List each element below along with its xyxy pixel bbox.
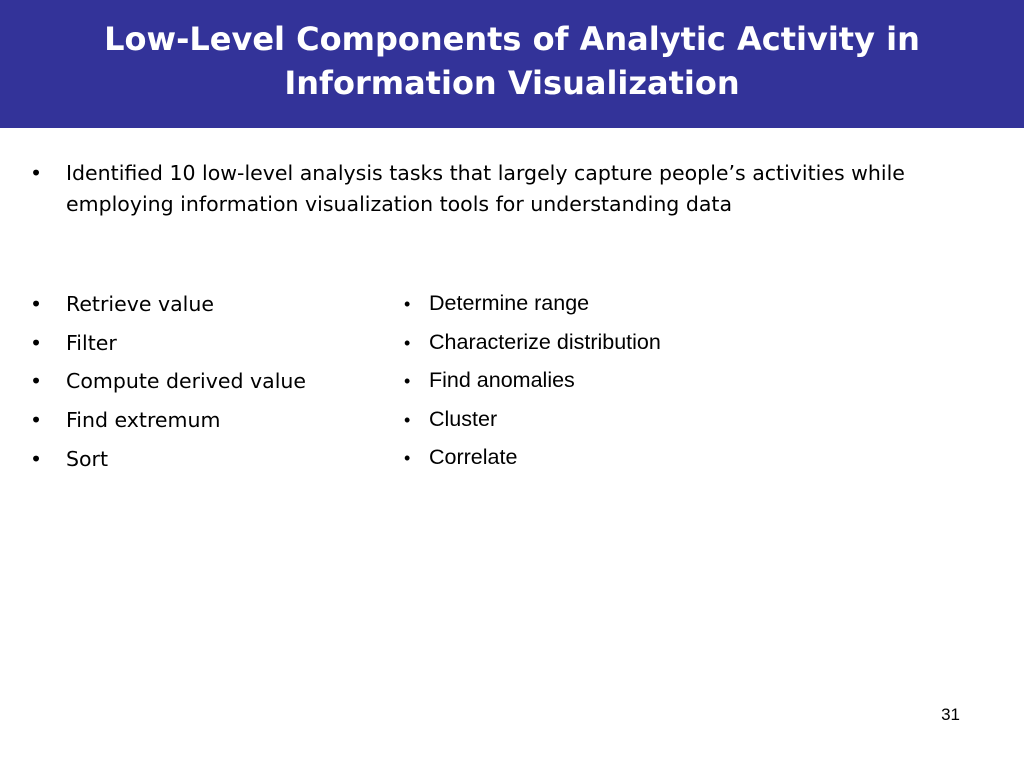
title-bar — [0, 0, 1024, 128]
bullet-icon: • — [404, 332, 411, 353]
intro-item — [30, 158, 990, 220]
page-number: 31 — [941, 705, 960, 724]
task-label: Sort — [66, 446, 109, 471]
task-item-compute-derived-value — [30, 365, 306, 404]
task-label: Determine range — [429, 291, 590, 315]
bullet-icon: • — [30, 408, 43, 433]
task-item-characterize-distribution — [404, 326, 661, 365]
task-item-sort — [30, 443, 306, 482]
task-list-left — [30, 288, 306, 481]
task-item-determine-range — [404, 287, 661, 326]
task-item-filter — [30, 327, 306, 366]
task-label: Characterize distribution — [429, 329, 661, 354]
bullet-icon: • — [30, 161, 43, 185]
task-item-retrieve-value — [30, 288, 306, 327]
bullet-icon: • — [404, 371, 411, 391]
task-label: Filter — [66, 330, 117, 355]
intro-text: Identified 10 low-level analysis tasks that largely capture people’s activities while employing information visualization tools for understanding data — [66, 161, 905, 216]
task-item-correlate — [404, 441, 661, 480]
task-label: Correlate — [429, 445, 518, 469]
task-label: Retrieve value — [66, 292, 214, 316]
bullet-icon: • — [30, 330, 43, 355]
bullet-icon: • — [404, 409, 411, 430]
bullet-icon: • — [30, 292, 43, 316]
bullet-icon: • — [404, 448, 411, 468]
task-label: Cluster — [429, 406, 498, 431]
bullet-icon: • — [30, 369, 43, 394]
task-item-find-extremum — [30, 404, 306, 443]
intro-list — [30, 158, 990, 220]
task-item-find-anomalies — [404, 364, 661, 403]
bullet-icon: • — [404, 294, 411, 314]
task-label: Find extremum — [66, 408, 221, 433]
task-list-right — [404, 287, 661, 480]
slide-title: Low-Level Components of Analytic Activity in Information Visualization — [104, 20, 920, 102]
bullet-icon: • — [30, 446, 43, 471]
task-label: Find anomalies — [429, 368, 575, 392]
task-label: Compute derived value — [66, 369, 307, 394]
task-item-cluster — [404, 403, 661, 442]
